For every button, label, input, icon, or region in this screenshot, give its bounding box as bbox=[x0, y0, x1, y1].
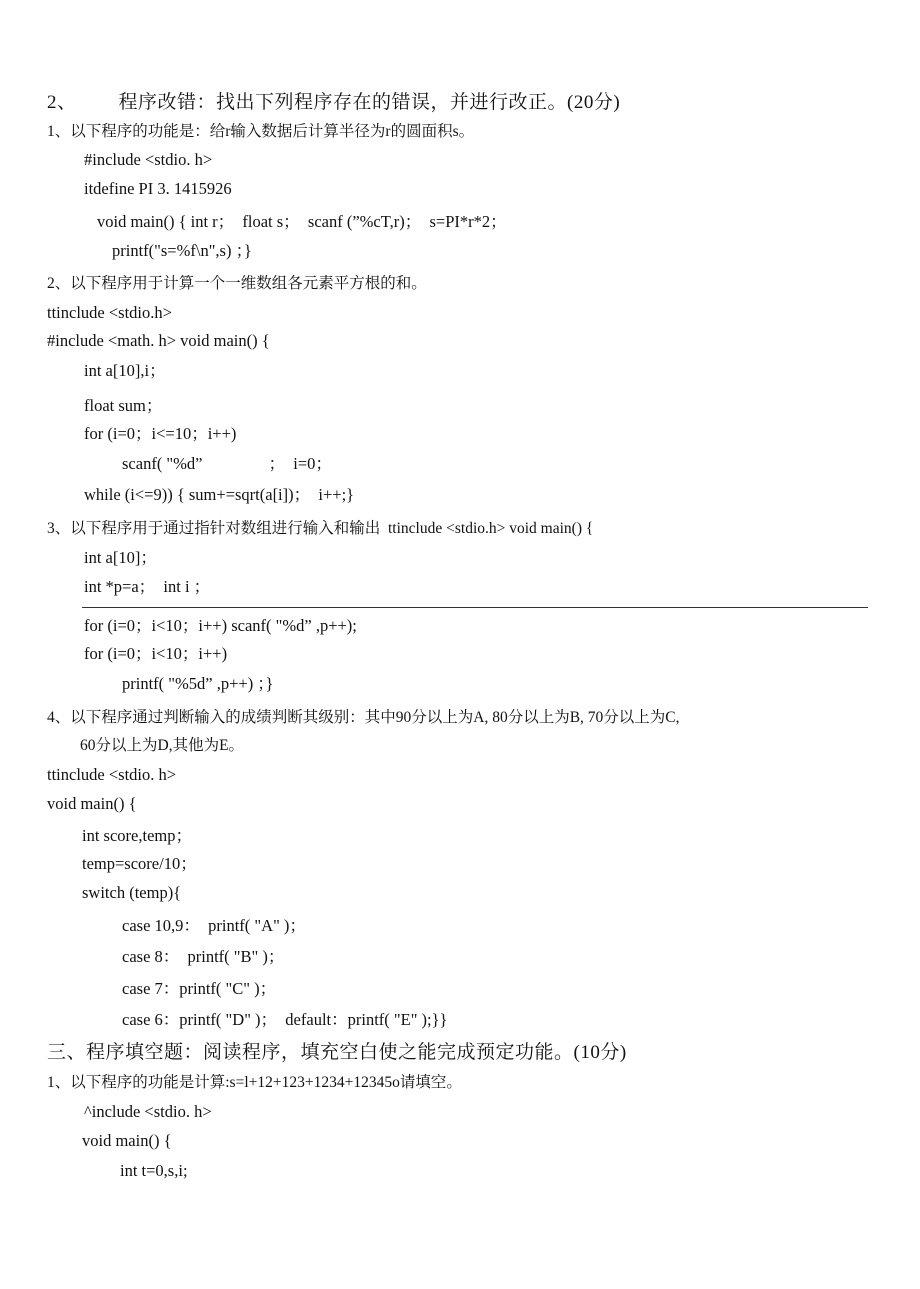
code-line: printf( "%5d” ,p++) ；} bbox=[122, 674, 274, 693]
code-line: void main() { int r； float s； scanf (”%cT,r)； s=PI*r*2； bbox=[97, 212, 507, 231]
code-line: for (i=0；i<=10；i++) bbox=[84, 424, 237, 443]
code-line: ttinclude <stdio. h> bbox=[47, 765, 177, 784]
code-line: case 8： printf( "B" )； bbox=[122, 947, 285, 966]
code-line: void main() { bbox=[82, 1131, 172, 1150]
horizontal-divider bbox=[82, 607, 868, 608]
question-4-description: 4、以下程序通过判断输入的成绩判断其级别：其中90分以上为A, 80分以上为B, 70分以上为C, bbox=[47, 709, 680, 726]
code-line: #include <math. h> void main() { bbox=[47, 331, 270, 350]
code-line: itdefine PI 3. 1415926 bbox=[84, 179, 232, 198]
code-line: ^include <stdio. h> bbox=[84, 1102, 212, 1121]
code-line: ttinclude <stdio.h> bbox=[47, 303, 172, 322]
question-3-description: 3、以下程序用于通过指针对数组进行输入和输出 ttinclude <stdio.h> void main() { bbox=[47, 520, 594, 537]
code-line: case 7：printf( "C" )； bbox=[122, 979, 277, 998]
code-line: scanf( "%d” ； i=0； bbox=[122, 454, 332, 473]
code-line: for (i=0；i<10；i++) scanf( "%d” ,p++); bbox=[84, 616, 357, 635]
code-line: int *p=a； int i ； bbox=[84, 577, 211, 596]
question-4-description-continued: 60分以上为D,其他为E。 bbox=[80, 737, 245, 754]
code-line: switch (temp){ bbox=[82, 883, 182, 902]
code-line: int a[10],i； bbox=[84, 361, 166, 380]
code-line: for (i=0；i<10；i++) bbox=[84, 644, 228, 663]
code-line: temp=score/10； bbox=[82, 854, 197, 873]
code-line: printf("s=%f\n",s) ；} bbox=[112, 241, 252, 260]
code-line: float sum； bbox=[84, 396, 163, 415]
question-2-description: 2、以下程序用于计算一个一维数组各元素平方根的和。 bbox=[47, 275, 427, 292]
code-line: case 10,9： printf( "A" )； bbox=[122, 916, 306, 935]
section-3-heading: 三、程序填空题：阅读程序，填充空白使之能完成预定功能。(10分) bbox=[47, 1042, 627, 1063]
code-line: int score,temp； bbox=[82, 826, 192, 845]
code-line: case 6：printf( "D" )； default：printf( "E" );}} bbox=[122, 1010, 448, 1029]
question-1-description: 1、以下程序的功能是：给r输入数据后计算半径为r的圆面积s。 bbox=[47, 123, 475, 140]
code-line: int a[10]； bbox=[84, 548, 157, 567]
fill-question-1-description: 1、以下程序的功能是计算:s=l+12+123+1234+12345o请填空。 bbox=[47, 1074, 462, 1091]
code-line: #include <stdio. h> bbox=[84, 150, 213, 169]
code-line: while (i<=9)) { sum+=sqrt(a[i])； i++;} bbox=[84, 485, 355, 504]
section-2-heading: 2、 程序改错：找出下列程序存在的错误，并进行改正。(20分) bbox=[47, 92, 621, 113]
code-line: int t=0,s,i; bbox=[120, 1161, 188, 1180]
code-line: void main() { bbox=[47, 794, 137, 813]
